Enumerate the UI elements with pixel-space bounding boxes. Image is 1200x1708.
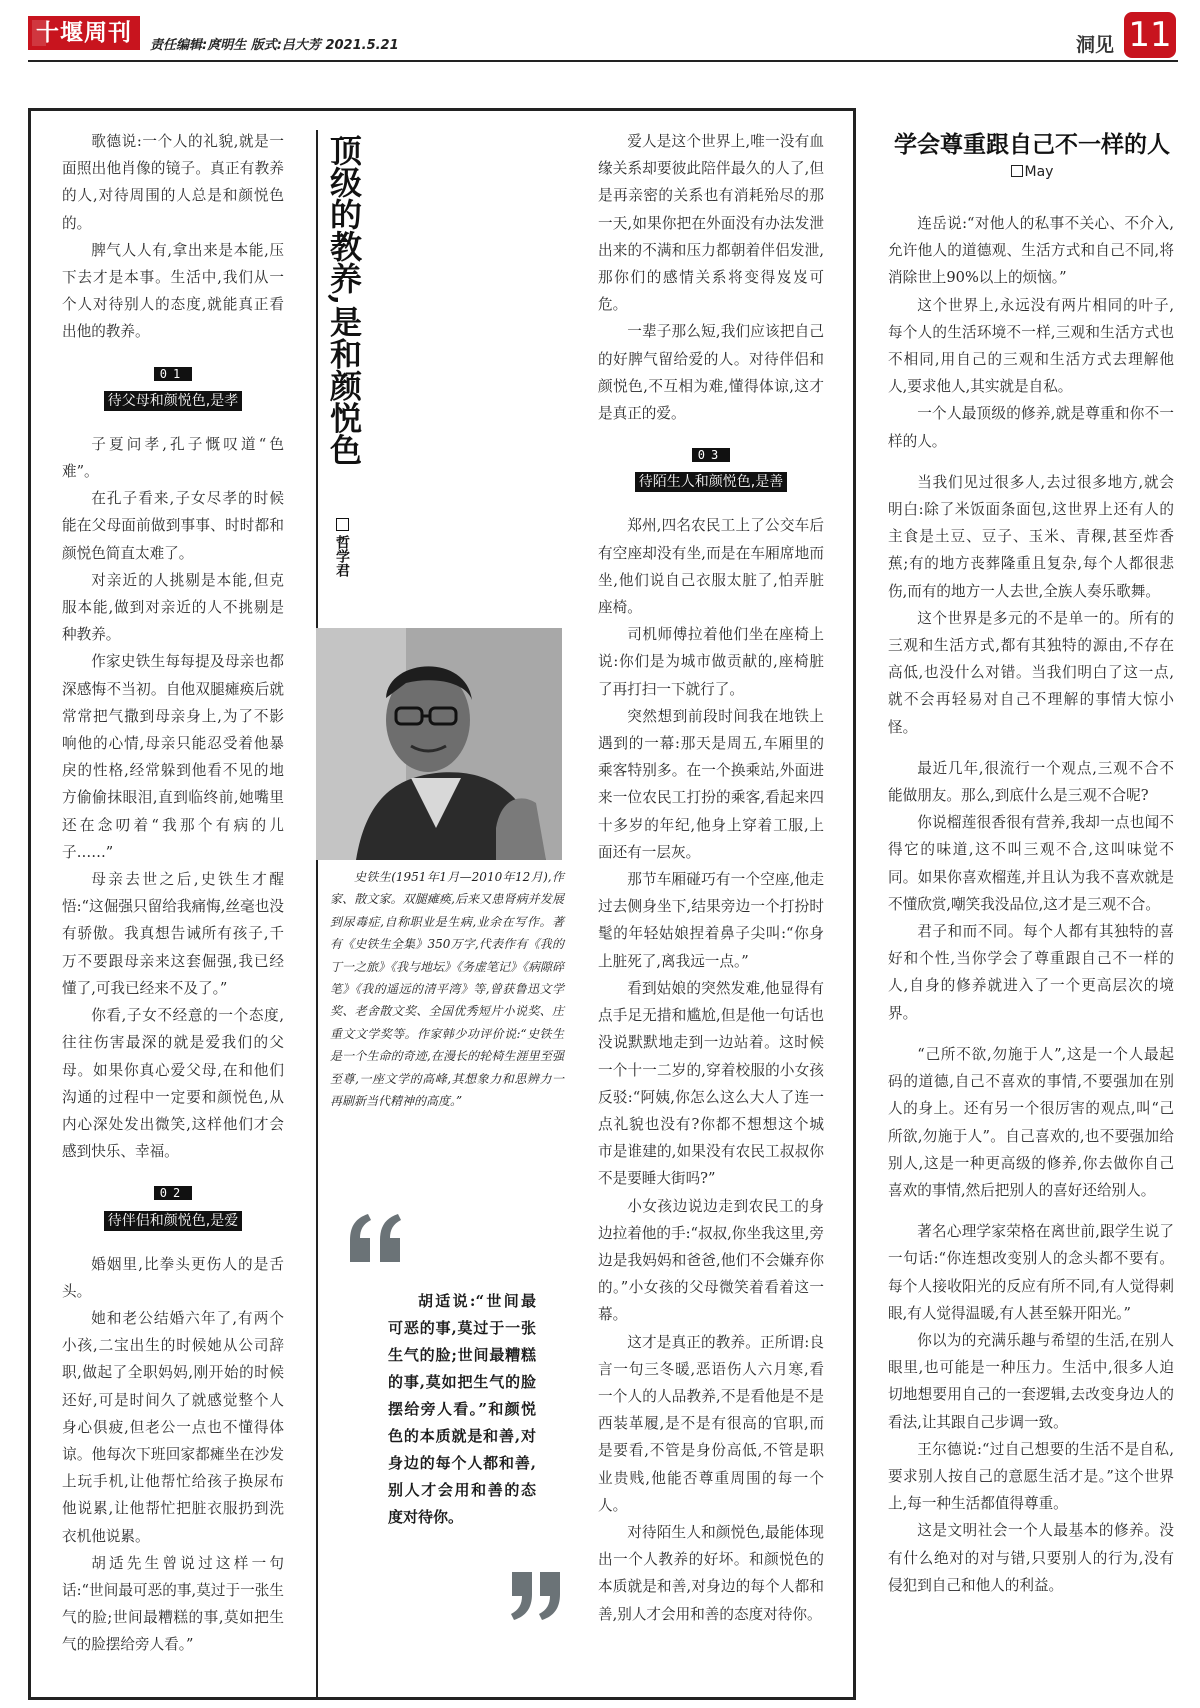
header-rule — [28, 60, 1178, 62]
paragraph: 最近几年,很流行一个观点,三观不合不能做朋友。那么,到底什么是三观不合呢? — [888, 759, 1174, 805]
paragraph: 在孔子看来,子女尽孝的时候能在父母面前做到事事、时时都和颜悦色简直太难了。 — [62, 490, 284, 562]
section-name: 洞见 — [1076, 34, 1115, 56]
section-spacer — [888, 1027, 1174, 1041]
subheading-number: 01 — [154, 367, 192, 381]
subheading-number: 02 — [154, 1186, 192, 1200]
middle-column — [598, 128, 824, 1628]
paragraph: 小女孩边说边走到农民工的身边拉着他的手:“叔叔,你坐我这里,旁边是我妈妈和爸爸,他们不会嫌弃你的。”小女孩的父母微笑着看着这一幕。 — [598, 1197, 824, 1324]
pull-quote — [388, 1288, 536, 1531]
paragraph: 郑州,四名农民工上了公交车后有空座却没有坐,而是在车厢席地而坐,他们说自己衣服太脏了,怕弄脏座椅。 — [598, 517, 824, 617]
section-spacer — [888, 455, 1174, 469]
author-name: 哲学君 — [334, 535, 350, 577]
paragraph: 这才是真正的教养。正所谓:良言一句三冬暖,恶语伤人六月寒,看一个人的人品教养,不是看他是不是西装革履,是不是有很高的官职,而是要看,不管是身份高低,不管是职业贵贱,他能否尊重周围的每一个人。 — [598, 1333, 824, 1514]
paragraph: 一辈子那么短,我们应该把自己的好脾气留给爱的人。对待伴侣和颜悦色,不互相为难,懂得体谅,这才是真正的爱。 — [598, 323, 824, 423]
quote-close-icon — [506, 1564, 566, 1624]
paragraph: 司机师傅拉着他们坐在座椅上说:你们是为城市做贡献的,座椅脏了再打扫一下就行了。 — [598, 626, 824, 698]
right-article-author — [884, 164, 1180, 180]
subheading-2 — [62, 1179, 284, 1230]
article-title: 顶级的教养,是和颜悦色 — [325, 134, 363, 466]
paragraph: 君子和而不同。每个人都有其独特的喜好和个性,当你学会了尊重跟自己不一样的人,自身的修养就进入了一个更高层次的境界。 — [888, 923, 1174, 1022]
subheading-title: 待陌生人和颜悦色,是善 — [635, 472, 787, 492]
masthead-logo: 十堰周刊 — [28, 16, 140, 50]
paragraph: 你说榴莲很香很有营养,我却一点也闻不得它的味道,这不叫三观不合,这叫味觉不同。如果你喜欢榴莲,并且认为我不喜欢就是不懂欣赏,嘲笑我没品位,这才是三观不合。 — [888, 814, 1174, 913]
author-photo — [316, 628, 562, 860]
paragraph: 突然想到前段时间我在地铁上遇到的一幕:那天是周五,车厢里的乘客特别多。在一个换乘站,外面进来一位农民工打扮的乘客,看起来四十多岁的年纪,他身上穿着工服,上面还有一层灰。 — [598, 707, 824, 861]
paragraph: 这个世界是多元的不是单一的。所有的三观和生活方式,都有其独特的源由,不存在高低,也没什么对错。当我们明白了这一点,就不会再轻易对自己不理解的事情大惊小怪。 — [888, 609, 1174, 736]
pull-quote-text: 胡适说:“世间最可恶的事,莫过于一张生气的脸;世间最糟糕的事,莫如把生气的脸摆给旁人看。”和颜悦色的本质就是和善,对身边的每个人都和善,别人才会用和善的态度对待你。 — [388, 1292, 536, 1526]
paragraph: 看到姑娘的突然发难,他显得有点手足无措和尴尬,但是他一句话也没说默默地走到一边站着。这时候一个十一二岁的,穿着校服的小女孩反驳:“阿姨,你怎么这么大人了连一点礼貌也没有?你都不想想这个城市是谁建的,如果没有农民工叔叔你不是要睡大街吗?” — [598, 979, 824, 1188]
paragraph: 你以为的充满乐趣与希望的生活,在别人眼里,也可能是一种压力。生活中,很多人迫切地想要用自己的一套逻辑,去改变身边人的看法,让其跟自己步调一致。 — [888, 1331, 1174, 1431]
article-author — [332, 518, 352, 577]
paragraph: 著名心理学家荣格在离世前,跟学生说了一句话:“你连想改变别人的念头都不要有。每个人接收阳光的反应有所不同,有人觉得刺眼,有人觉得温暖,有人甚至躲开阳光。” — [888, 1223, 1174, 1322]
paragraph: 王尔德说:“过自己想要的生活不是自私,要求别人按自己的意愿生活才是。”这个世界上,每一种生活都值得尊重。 — [888, 1440, 1174, 1513]
paragraph: 对待陌生人和颜悦色,最能体现出一个人教养的好坏。和颜悦色的本质就是和善,对身边的每个人都和善,别人才会用和善的态度对待你。 — [598, 1523, 824, 1623]
subheading-number: 03 — [692, 448, 730, 462]
paragraph: 爱人是这个世界上,唯一没有血缘关系却要彼此陪伴最久的人了,但是再亲密的关系也有消耗殆尽的那一天,如果你把在外面没有办法发泄出来的不满和压力都朝着伴侣发泄,那你们的感情关系将变得岌岌可危。 — [598, 133, 824, 314]
page-number-badge: 11 — [1124, 12, 1176, 58]
paragraph: 母亲去世之后,史铁生才醒悟:“这倔强只留给我痛悔,丝毫也没有骄傲。我真想告诫所有孩子,千万不要跟母亲来这套倔强,我已经懂了,可我已经来不及了。” — [62, 871, 284, 997]
subheading-title: 待父母和颜悦色,是孝 — [104, 391, 242, 411]
section-spacer — [888, 1204, 1174, 1218]
subheading-title: 待伴侣和颜悦色,是爱 — [104, 1211, 242, 1231]
subheading-1 — [62, 360, 284, 411]
paragraph: 她和老公结婚六年了,有两个小孩,二宝出生的时候她从公司辞职,做起了全职妈妈,刚开始的时候还好,可是时间久了就感觉整个人身心俱疲,但老公一点也不懂得体谅。他每次下班回家都瘫坐在沙发上玩手机,让他帮忙给孩子换尿布他说累,让他帮忙把脏衣服扔到洗衣机他说累。 — [62, 1309, 284, 1545]
paragraph: 对亲近的人挑剔是本能,但克服本能,做到对亲近的人不挑剔是种教养。 — [62, 571, 284, 644]
paragraph: 脾气人人有,拿出来是本能,压下去才是本事。生活中,我们从一个人对待别人的态度,就能真正看出他的教养。 — [62, 241, 284, 341]
paragraph: 当我们见过很多人,去过很多地方,就会明白:除了米饭面条面包,这世界上还有人的主食是土豆、豆子、玉米、青稞,甚至炸香蕉;有的地方丧葬隆重且复杂,每个人都很悲伤,而有的地方一人去世,全族人奏乐歌舞。 — [888, 473, 1174, 600]
subheading-3 — [598, 441, 824, 492]
left-column — [62, 128, 284, 1659]
paragraph: 作家史铁生每每提及母亲也都深感悔不当初。自他双腿瘫痪后就常常把气撒到母亲身上,为了不影响他的心情,母亲只能忍受着他暴戾的性格,经常躲到他看不见的地方偷偷抹眼泪,直到临终前,她嘴里还在念叨着“我那个有病的儿子……” — [62, 653, 284, 861]
author-box-icon — [336, 518, 349, 531]
paragraph: 这是文明社会一个人最基本的修养。没有什么绝对的对与错,只要别人的行为,没有侵犯到自己和他人的利益。 — [888, 1522, 1174, 1594]
editor-info: 责任编辑:庹明生 版式:吕大芳 2021.5.21 — [150, 38, 399, 53]
paragraph: 连岳说:“对他人的私事不关心、不介入,允许他人的道德观、生活方式和自己不同,将消除世上90%以上的烦恼。” — [888, 215, 1174, 287]
right-article-title: 学会尊重跟自己不一样的人 — [894, 131, 1170, 158]
author-name: May — [1024, 164, 1054, 180]
title-divider — [316, 130, 318, 1700]
paragraph: 一个人最顶级的修养,就是尊重和你不一样的人。 — [888, 405, 1174, 450]
caption-text: 史铁生(1951年1月—2010年12月),作家、散文家。双腿瘫痪,后来又患肾病并发展到尿毒症,自称职业是生病,业余在写作。著有《史铁生全集》350万字,代表作有《我的丁一之旅》《我与地坛》《务虚笔记》《病隙碎笔》《我的遥远的清平湾》等,曾获鲁迅文学奖、老舍散文奖、全国优秀短片小说奖、庄重文文学奖等。作家韩少功评价说:“史铁生是一个生命的奇迹,在漫长的轮椅生涯里至强至尊,一座文学的高峰,其想象力和思辨力一再刷新当代精神的高度。” — [330, 870, 565, 1109]
quote-open-icon — [346, 1210, 406, 1270]
right-column — [888, 210, 1174, 1599]
paragraph: 婚姻里,比拳头更伤人的是舌头。 — [62, 1255, 284, 1300]
paragraph: 那节车厢碰巧有一个空座,他走过去侧身坐下,结果旁边一个打扮时髦的年轻姑娘捏着鼻子尖叫:“你身上脏死了,离我远一点。” — [598, 871, 824, 970]
paragraph: 你看,子女不经意的一个态度,往往伤害最深的就是爱我们的父母。如果你真心爱父母,在和他们沟通的过程中一定要和颜悦色,从内心深处发出微笑,这样他们才会感到快乐、幸福。 — [62, 1007, 284, 1161]
author-box-icon — [1011, 165, 1023, 177]
photo-caption — [330, 866, 564, 1112]
paragraph: 歌德说:一个人的礼貌,就是一面照出他肖像的镜子。真正有教养的人,对待周围的人总是和颜悦色的。 — [62, 133, 284, 232]
paragraph: 子夏问孝,孔子慨叹道“色难”。 — [62, 435, 284, 481]
section-spacer — [888, 741, 1174, 755]
paragraph: 胡适先生曾说过这样一句话:“世间最可恶的事,莫过于一张生气的脸;世间最糟糕的事,莫如把生气的脸摆给旁人看。” — [62, 1554, 284, 1654]
portrait-illustration — [316, 628, 562, 860]
paragraph: 这个世界上,永远没有两片相同的叶子,每个人的生活环境不一样,三观和生活方式也不相同,用自己的三观和生活方式去理解他人,要求他人,其实就是自私。 — [888, 296, 1174, 396]
paragraph: “己所不欲,勿施于人”,这是一个人最起码的道德,自己不喜欢的事情,不要强加在别人的身上。还有另一个很厉害的观点,叫“己所欲,勿施于人”。自己喜欢的,也不要强加给别人,这是一种更高级的修养,你去做你自己喜欢的事情,然后把别人的喜好还给别人。 — [888, 1045, 1174, 1199]
